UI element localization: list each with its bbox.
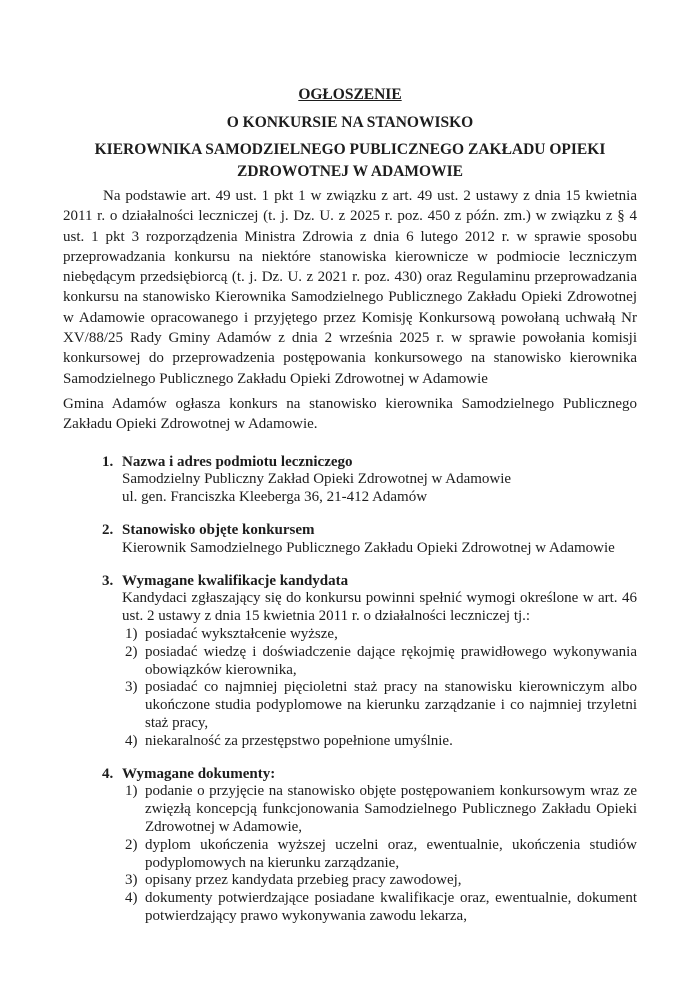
subitem-number: 1) xyxy=(125,783,138,800)
subitem xyxy=(122,626,637,644)
subitem-number: 3) xyxy=(125,872,138,889)
subitem-number: 4) xyxy=(125,732,138,749)
subitem xyxy=(122,890,637,926)
section-documents xyxy=(102,765,637,926)
subitem-text: posiadać co najmniej pięcioletni staż pracy na stanowisku kierowniczym albo ukończone studia podyplomowe na kierunku zarządzanie i co najmniej trzyletni staż pracy, xyxy=(145,679,637,731)
subitem-text: posiadać wiedzę i doświadczenie dające rękojmię prawidłowego wykonywania obowiązków kierownika, xyxy=(145,643,637,678)
subitem-number: 2) xyxy=(125,836,138,853)
document-title: OGŁOSZENIE xyxy=(298,86,402,103)
section-number: 4. xyxy=(102,765,114,782)
section-intro: Kandydaci zgłaszający się do konkursu powinni spełnić wymogi określone w art. 46 ust. 2 ustawy z dnia 15 kwietnia 2011 r. o działalności leczniczej tj.: xyxy=(122,590,637,625)
subitem-text: podanie o przyjęcie na stanowisko objęte postępowaniem konkursowym wraz ze zwięzłą koncepcją funkcjonowania Samodzielnego Publicznego Zakładu Opieki Zdrowotnej w Adamowie, xyxy=(145,783,637,835)
section-number: 1. xyxy=(102,453,114,470)
subitem xyxy=(122,783,637,836)
subitem-text: dokumenty potwierdzające posiadane kwalifikacje oraz, ewentualnie, dokument potwierdzający prawo wykonywania zawodu lekarza, xyxy=(145,890,637,924)
section-line: Samodzielny Publiczny Zakład Opieki Zdrowotnej w Adamowie xyxy=(122,471,512,488)
section-body xyxy=(122,454,637,507)
position-title-line-1: KIEROWNIKA SAMODZIELNEGO PUBLICZNEGO ZAKŁADU OPIEKI xyxy=(94,141,606,158)
section-title: Wymagane dokumenty: xyxy=(122,765,276,782)
announcement-paragraph: Gmina Adamów ogłasza konkurs na stanowisko kierownika Samodzielnego Publicznego Zakładu Opieki Zdrowotnej w Adamowie. xyxy=(63,395,637,433)
section-entity-name xyxy=(102,453,637,507)
section-line: Kierownik Samodzielnego Publicznego Zakładu Opieki Zdrowotnej w Adamowie xyxy=(122,539,615,556)
subitem-text: posiadać wykształcenie wyższe, xyxy=(145,625,338,642)
subitem xyxy=(122,644,637,680)
section-title: Stanowisko objęte konkursem xyxy=(122,521,315,538)
legal-basis-paragraph: Na podstawie art. 49 ust. 1 pkt 1 w związku z art. 49 ust. 2 ustawy z dnia 15 kwietnia 2011 r. o działalności leczniczej (t. j. Dz. U. z 2025 r. poz. 450 z późn. zm.) w związku z § 4 ust. 1 pkt 3 rozporządzenia Ministra Zdrowia z dnia 6 lutego 2012 r. w sprawie sposobu przeprowadzania konkursu na niektóre stanowiska kierownicze w podmiocie leczniczym niebędącym przedsiębiorcą (t. j. Dz. U. z 2021 r. poz. 430) oraz Regulaminu przeprowadzania konkursu na stanowisko Kierownika Samodzielnego Publicznego Zakładu Opieki Zdrowotnej w Adamowie opracowanego i przyjętego przez Komisję Konkursową powołaną uchwałą Nr XV/88/25 Rady Gminy Adamów z dnia 2 września 2025 r. w sprawie powołania komisji konkursowej do przeprowadzenia postępowania konkursowego na stanowisko kierownika Samodzielnego Publicznego Zakładu Opieki Zdrowotnej w Adamowie xyxy=(63,188,637,387)
subitem-text: opisany przez kandydata przebieg pracy zawodowej, xyxy=(145,872,462,889)
subitem-text: dyplom ukończenia wyższej uczelni oraz, ewentualnie, ukończenia studiów podyplomowych na kierunku zarządzanie, xyxy=(145,836,637,871)
section-number: 2. xyxy=(102,521,114,538)
subitem xyxy=(122,733,637,751)
document-title-heading xyxy=(63,84,637,105)
section-line: ul. gen. Franciszka Kleeberga 36, 21-412 Adamów xyxy=(122,489,428,506)
subitem-number: 4) xyxy=(125,890,138,907)
section-position xyxy=(102,521,637,558)
section-body xyxy=(122,522,637,558)
subitem-number: 1) xyxy=(125,625,138,642)
subitem xyxy=(122,837,637,873)
section-body xyxy=(122,766,637,926)
subitem xyxy=(122,872,637,890)
section-number: 3. xyxy=(102,572,114,589)
document-subtitle: O KONKURSIE NA STANOWISKO xyxy=(226,114,474,131)
subitem-number: 3) xyxy=(125,679,138,696)
sections-list xyxy=(63,454,637,926)
subitem-number: 2) xyxy=(125,643,138,660)
section-title: Wymagane kwalifikacje kandydata xyxy=(122,572,349,589)
section-body xyxy=(122,573,637,751)
subitem xyxy=(122,679,637,732)
section-title: Nazwa i adres podmiotu leczniczego xyxy=(122,453,353,470)
position-title-line-2: ZDROWOTNEJ W ADAMOWIE xyxy=(237,163,463,180)
section-qualifications xyxy=(102,572,637,751)
document-position-heading xyxy=(63,139,637,183)
subitem-text: niekaralność za przestępstwo popełnione umyślnie. xyxy=(145,732,453,749)
